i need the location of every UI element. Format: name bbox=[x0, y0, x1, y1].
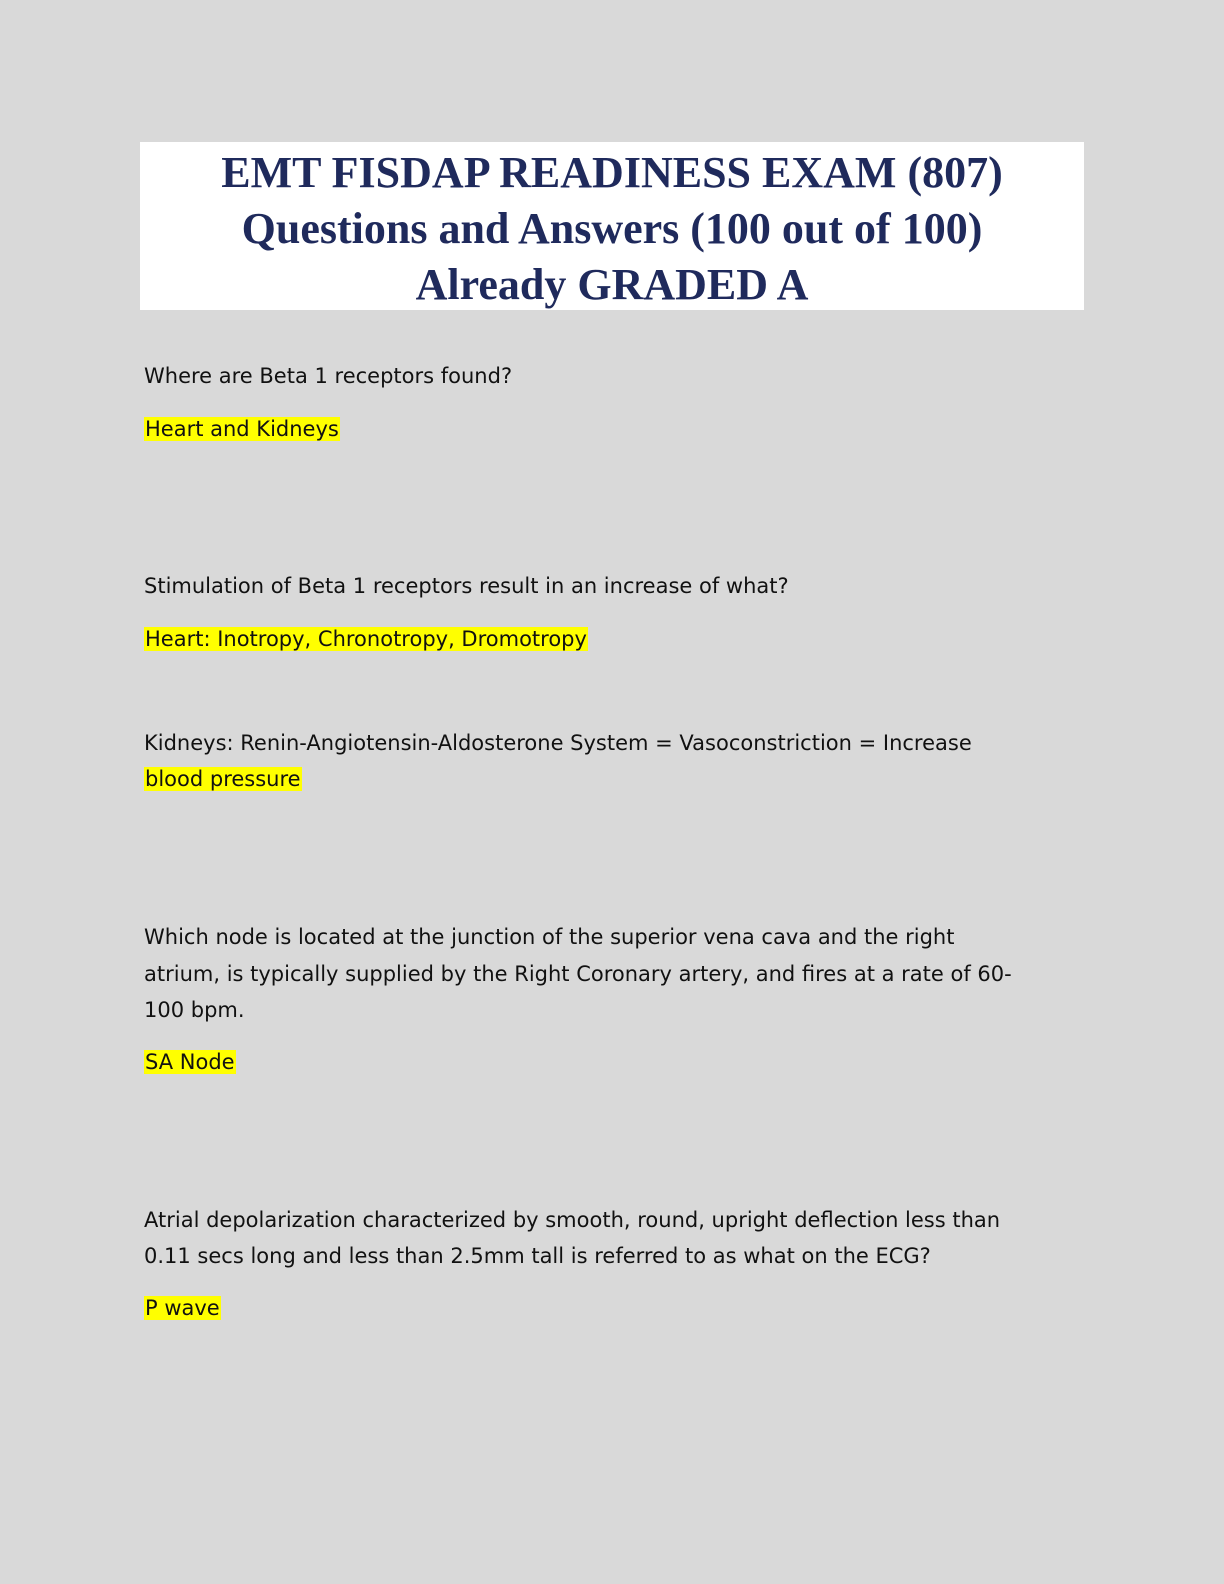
question-3-line-3: 100 bpm. bbox=[144, 998, 245, 1022]
answer-2-extra-highlight: blood pressure bbox=[145, 767, 301, 791]
answer-3: SA Node bbox=[145, 1050, 235, 1074]
title-line-2: Questions and Answers (100 out of 100) bbox=[241, 204, 983, 253]
question-4-line-2: 0.11 secs long and less than 2.5mm tall is referred to as what on the ECG? bbox=[144, 1244, 931, 1268]
question-1: Where are Beta 1 receptors found? bbox=[144, 364, 513, 388]
question-3-line-2: atrium, is typically supplied by the Right Coronary artery, and fires at a rate of 60- bbox=[144, 962, 1012, 986]
answer-2-extra-text: Kidneys: Renin-Angiotensin-Aldosterone System = Vasoconstriction = Increase bbox=[144, 731, 972, 755]
question-2: Stimulation of Beta 1 receptors result in an increase of what? bbox=[144, 574, 789, 598]
answer-4-line bbox=[144, 1290, 221, 1327]
answer-1-line bbox=[144, 411, 340, 448]
answer-3-line bbox=[144, 1044, 236, 1081]
answer-4: P wave bbox=[145, 1296, 220, 1320]
answer-2-extra-line bbox=[144, 761, 302, 798]
title-box bbox=[140, 142, 1084, 310]
answer-1: Heart and Kidneys bbox=[145, 417, 339, 441]
answer-2-line bbox=[144, 621, 588, 658]
answer-2: Heart: Inotropy, Chronotropy, Dromotropy bbox=[145, 627, 587, 651]
title-line-1: EMT FISDAP READINESS EXAM (807) bbox=[221, 148, 1003, 197]
title-line-3: Already GRADED A bbox=[415, 260, 809, 309]
question-4-line-1: Atrial depolarization characterized by smooth, round, upright deflection less than bbox=[144, 1208, 1001, 1232]
question-3-line-1: Which node is located at the junction of the superior vena cava and the right bbox=[144, 925, 955, 949]
